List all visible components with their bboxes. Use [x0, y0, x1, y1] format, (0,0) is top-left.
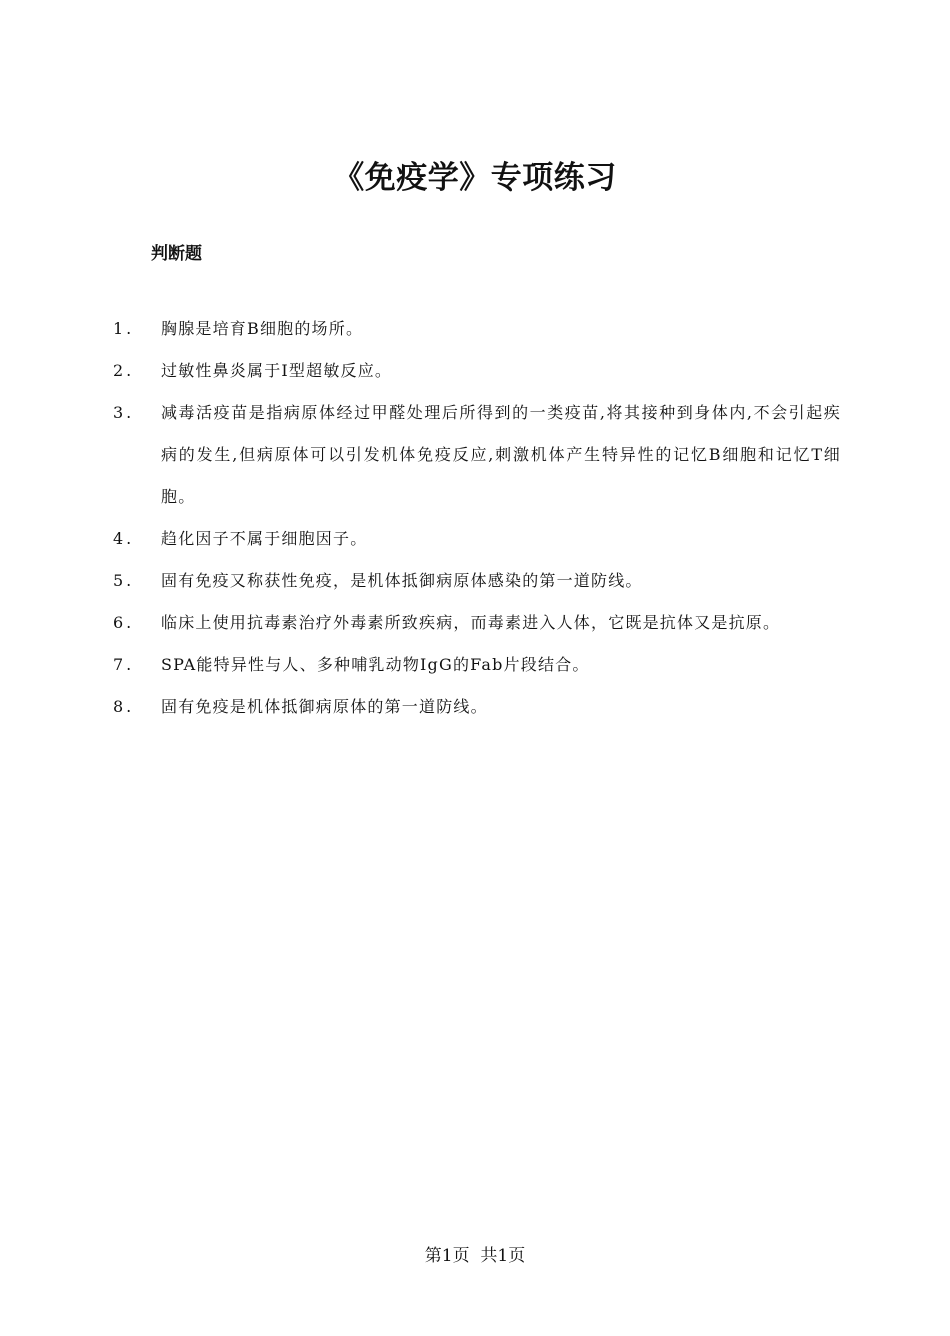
question-number: 4. [113, 529, 135, 548]
question-item-1 [0, 308, 950, 350]
question-text: 临床上使用抗毒素治疗外毒素所致疾病，而毒素进入人体，它既是抗体又是抗原。 [161, 613, 781, 632]
question-number: 1. [113, 319, 135, 338]
section-heading: 判断题 [151, 244, 202, 264]
question-text: 过敏性鼻炎属于Ⅰ型超敏反应。 [161, 361, 393, 380]
question-text: 固有免疫是机体抵御病原体的第一道防线。 [161, 697, 488, 716]
question-number: 3. [113, 403, 135, 422]
question-number: 5. [113, 571, 135, 590]
question-number: 8. [113, 697, 135, 716]
question-list [0, 308, 950, 728]
question-text: 趋化因子不属于细胞因子。 [161, 529, 368, 548]
document-title: 《免疫学》专项练习 [333, 160, 617, 196]
question-number: 2. [113, 361, 135, 380]
question-item-2 [0, 350, 950, 392]
question-number: 6. [113, 613, 135, 632]
question-text: 胸腺是培育B细胞的场所。 [161, 319, 364, 338]
question-text: 减毒活疫苗是指病原体经过甲醛处理后所得到的一类疫苗,将其接种到身体内,不会引起疾病的发生,但病原体可以引发机体免疫反应,刺激机体产生特异性的记忆B细胞和记忆T细胞。 [161, 403, 841, 506]
question-item-3 [0, 392, 950, 518]
question-item-4 [0, 518, 950, 560]
question-number: 7. [113, 655, 135, 674]
question-item-5 [0, 560, 950, 602]
question-text: 固有免疫又称获性免疫，是机体抵御病原体感染的第一道防线。 [161, 571, 643, 590]
question-item-7 [0, 644, 950, 686]
question-item-6 [0, 602, 950, 644]
page-footer: 第1页 共1页 [424, 1246, 526, 1266]
question-text: SPA能特异性与人、多种哺乳动物IgG的Fab片段结合。 [161, 655, 590, 674]
question-item-8 [0, 686, 950, 728]
